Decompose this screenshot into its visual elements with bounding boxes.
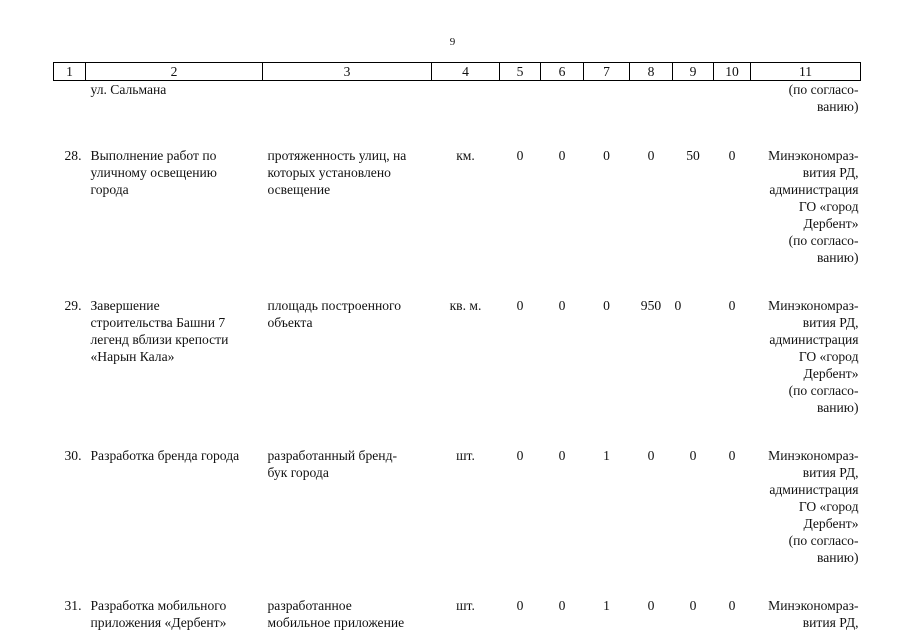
header-cell: 2 bbox=[86, 63, 263, 81]
value-cell: 1 bbox=[603, 448, 610, 463]
value-cell: 0 bbox=[558, 448, 566, 463]
header-cell: 8 bbox=[630, 63, 673, 81]
continuation-name: ул. Сальмана bbox=[90, 82, 167, 97]
page-number: 9 bbox=[449, 36, 456, 48]
row-number: 31. bbox=[64, 598, 82, 613]
indicator: протяженность улиц, на которых установлено освещение bbox=[267, 148, 407, 197]
header-cell: 11 bbox=[751, 63, 861, 81]
value-cell: 0 bbox=[728, 598, 736, 613]
unit: км. bbox=[456, 148, 475, 163]
value-cell: 0 bbox=[516, 448, 524, 463]
responsible: Минэкономраз- вития РД, администрация ГО «город Дербент» (по согласо- ванию) bbox=[768, 148, 859, 265]
program-table bbox=[53, 62, 861, 631]
table-row bbox=[54, 297, 861, 447]
column-number-header bbox=[54, 63, 861, 81]
value-cell: 0 bbox=[689, 598, 697, 613]
value-cell: 0 bbox=[728, 448, 736, 463]
header-cell: 4 bbox=[432, 63, 500, 81]
header-cell: 5 bbox=[500, 63, 541, 81]
measure-name: Выполнение работ по уличному освещению города bbox=[90, 148, 217, 197]
unit: шт. bbox=[456, 448, 475, 463]
table-row bbox=[54, 447, 861, 597]
indicator: разработанное мобильное приложение bbox=[267, 598, 405, 630]
header-cell: 3 bbox=[263, 63, 432, 81]
value-cell: 0 bbox=[728, 148, 736, 163]
table-row bbox=[54, 147, 861, 297]
row-number: 28. bbox=[64, 148, 82, 163]
value-cell: 0 bbox=[516, 148, 524, 163]
header-cell: 6 bbox=[541, 63, 584, 81]
indicator: площадь построенного объекта bbox=[267, 298, 402, 330]
responsible: Минэкономраз- вития РД, администрация ГО «город Дербент» (по согласо- ванию) bbox=[768, 448, 859, 565]
row-number: 30. bbox=[64, 448, 82, 463]
measure-name: Завершение строительства Башни 7 легенд вблизи крепости «Нарын Кала» bbox=[90, 298, 229, 364]
row-number: 29. bbox=[64, 298, 82, 313]
indicator: разработанный бренд- бук города bbox=[267, 448, 398, 480]
continuation-responsible: (по согласо- ванию) bbox=[788, 82, 859, 114]
table-row bbox=[54, 597, 861, 631]
measure-name: Разработка мобильного приложения «Дербент» bbox=[90, 598, 227, 630]
value-cell: 1 bbox=[603, 598, 610, 613]
value-cell: 0 bbox=[603, 298, 610, 313]
value-cell: 0 bbox=[647, 598, 655, 613]
measure-name: Разработка бренда города bbox=[90, 448, 240, 463]
value-cell: 950 bbox=[640, 298, 662, 313]
value-cell: 0 bbox=[689, 448, 697, 463]
value-cell: 0 bbox=[647, 148, 655, 163]
value-cell: 0 bbox=[674, 298, 682, 313]
responsible: Минэкономраз- вития РД, bbox=[768, 598, 859, 630]
value-cell: 0 bbox=[647, 448, 655, 463]
header-cell: 1 bbox=[54, 63, 86, 81]
unit: шт. bbox=[456, 598, 475, 613]
value-cell: 0 bbox=[558, 148, 566, 163]
responsible: Минэкономраз- вития РД, администрация ГО «город Дербент» (по согласо- ванию) bbox=[768, 298, 859, 415]
value-cell: 0 bbox=[558, 298, 566, 313]
value-cell: 0 bbox=[603, 148, 610, 163]
header-cell: 7 bbox=[584, 63, 630, 81]
header-cell: 10 bbox=[714, 63, 751, 81]
value-cell: 0 bbox=[728, 298, 736, 313]
value-cell: 50 bbox=[686, 148, 700, 163]
value-cell: 0 bbox=[558, 598, 566, 613]
unit: кв. м. bbox=[449, 298, 482, 313]
value-cell: 0 bbox=[516, 598, 524, 613]
header-cell: 9 bbox=[673, 63, 714, 81]
continuation-row bbox=[54, 81, 861, 148]
value-cell: 0 bbox=[516, 298, 524, 313]
